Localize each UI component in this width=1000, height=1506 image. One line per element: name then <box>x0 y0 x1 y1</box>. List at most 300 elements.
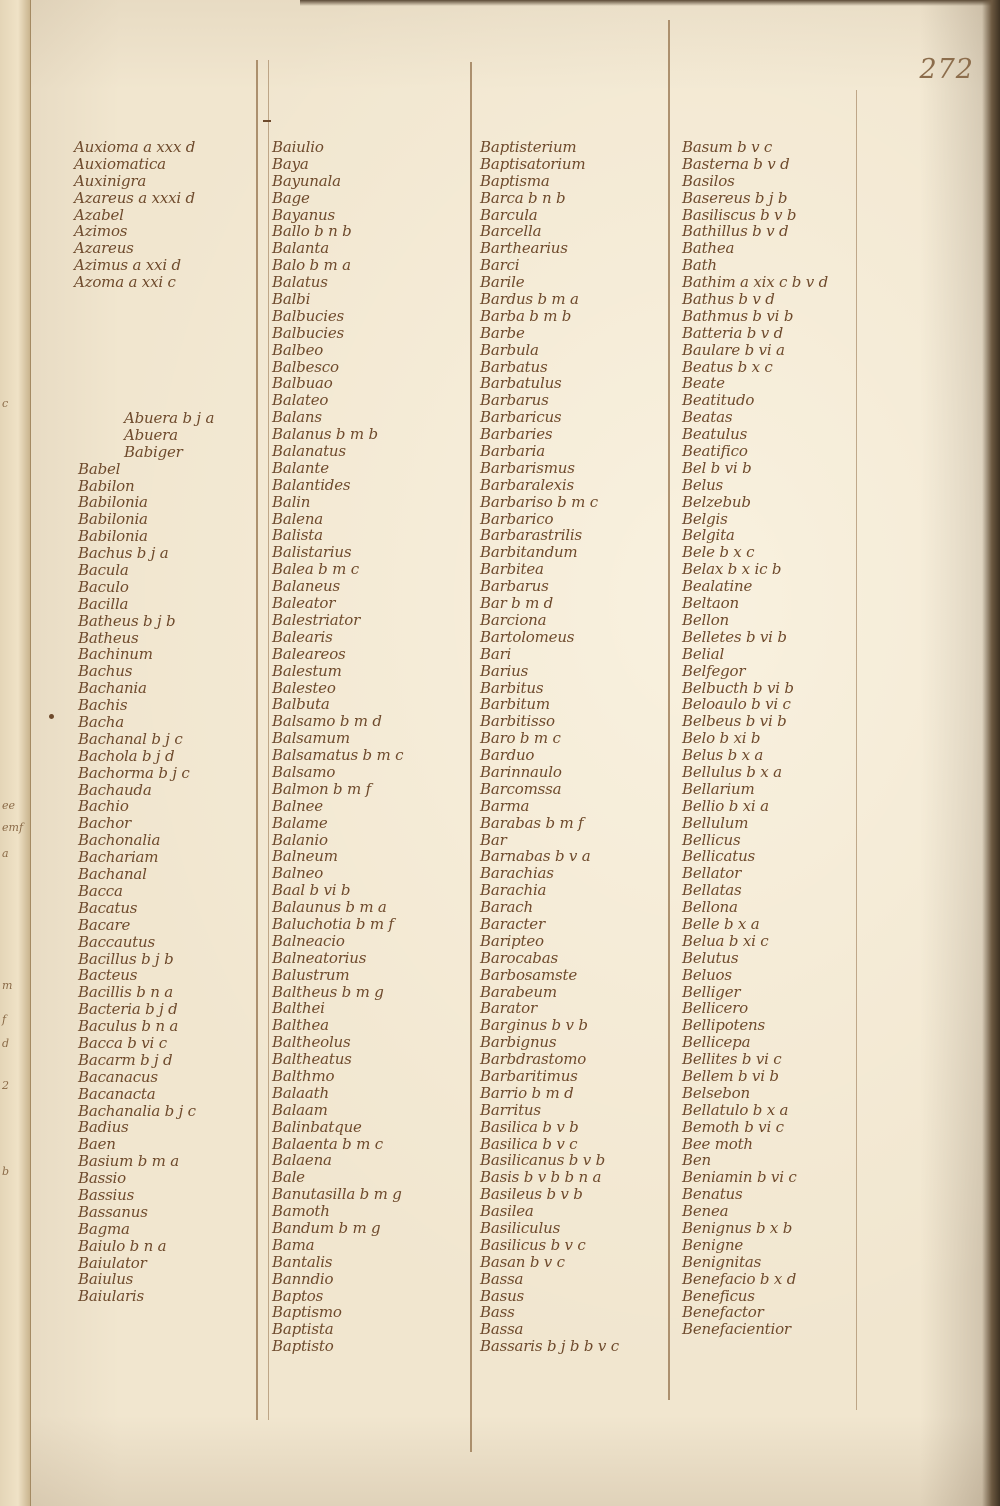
index-entry: Barbatulus <box>480 374 562 393</box>
margin-fragment: m <box>2 979 13 992</box>
index-entry: Belo b xi b <box>682 729 761 748</box>
index-entry: Barduo <box>480 746 535 765</box>
index-entry: Bartolomeus <box>480 627 575 646</box>
index-entry: Auxinigra <box>74 171 147 190</box>
index-entry: Barca b n b <box>480 188 566 207</box>
index-entry: Babilonia <box>78 527 148 546</box>
index-entry: Barcula <box>480 205 538 224</box>
index-entry: Bellio b xi a <box>682 796 769 815</box>
index-entry: Belus <box>682 475 724 494</box>
index-entry: Bachorma b j c <box>78 763 190 782</box>
index-entry: Bale <box>272 1168 305 1187</box>
index-entry: Balbeo <box>272 340 324 359</box>
index-entry: Balneum <box>272 847 338 866</box>
index-entry: Barbignus <box>480 1033 557 1052</box>
index-entry: Barbaralexis <box>480 475 575 494</box>
index-entry: Barma <box>480 796 530 815</box>
index-entry: Balmon b m f <box>272 779 371 798</box>
index-entry: Barci <box>480 256 520 275</box>
index-entry: Belgita <box>682 526 735 545</box>
index-entry: Baculus b n a <box>78 1017 179 1036</box>
index-entry: Balestriator <box>272 610 361 629</box>
index-entry: Azareus <box>74 239 134 258</box>
index-entry: Benignus b x b <box>682 1219 793 1237</box>
index-entry: Balearis <box>272 627 333 646</box>
index-entry: Barachia <box>480 881 547 900</box>
index-entry: Bage <box>272 188 310 207</box>
index-entry: Basilica b v c <box>480 1134 578 1153</box>
index-entry: Belus b x a <box>682 746 764 765</box>
index-entry: Balea b m c <box>272 560 359 579</box>
index-entry: Baculo <box>78 577 129 596</box>
index-entry: Balesteo <box>272 678 336 697</box>
index-entry: Balsamo <box>272 762 336 781</box>
index-entry: Belbucth b vi b <box>682 678 794 697</box>
index-entry: Belax b x ic b <box>682 560 782 579</box>
column-rule <box>470 62 472 1452</box>
index-entry: Bacare <box>78 915 131 934</box>
index-entry: Benefactor <box>682 1303 764 1322</box>
index-entry: Balame <box>272 813 328 832</box>
index-entry: Bellites b vi c <box>682 1050 782 1069</box>
index-entry: Abuera <box>124 425 178 444</box>
index-entry: Bacilla <box>78 594 129 613</box>
index-entry: Baptisatorium <box>480 154 586 173</box>
index-entry: Barbaritimus <box>480 1066 578 1085</box>
index-entry: Basilicanus b v b <box>480 1151 606 1170</box>
index-entry: Bachariam <box>78 848 159 867</box>
margin-fragment: c <box>2 397 9 410</box>
index-entry: Barabas b m f <box>480 813 584 832</box>
index-entry: Barcella <box>480 222 542 241</box>
page-top-shadow <box>300 0 1000 6</box>
index-entry: Basus <box>480 1286 525 1305</box>
index-entry: Balbuao <box>272 374 333 393</box>
index-entry: Belgis <box>682 509 728 528</box>
index-entry: Babel <box>78 459 121 478</box>
index-entry: Bayanus <box>272 205 336 224</box>
index-entry: Bellon <box>682 610 729 629</box>
index-entry: Bemoth b vi c <box>682 1117 784 1136</box>
index-entry: Azoma a xxi c <box>74 273 176 292</box>
index-entry: Baiulo b n a <box>78 1236 167 1255</box>
index-entry: Bachania <box>78 679 147 698</box>
index-entry: Baleareos <box>272 644 346 663</box>
index-entry: Azareus a xxxi d <box>74 188 195 207</box>
index-entry: Baiulus <box>78 1270 134 1289</box>
index-entry: Bacteria b j d <box>78 1000 178 1019</box>
index-entry: Barnabas b v a <box>480 847 591 866</box>
index-entry: Barinnaulo <box>480 762 562 781</box>
index-entry: Belletes b vi b <box>682 627 787 646</box>
index-entry: Balans <box>272 408 322 427</box>
index-entry: Barbosamste <box>480 965 578 984</box>
index-entry: Balbesco <box>272 357 339 376</box>
index-entry: Balsamo b m d <box>272 712 382 731</box>
index-entry: Baptisto <box>272 1337 334 1356</box>
index-entry: Balinbatque <box>272 1117 362 1136</box>
index-entry: Bathea <box>682 239 735 258</box>
index-entry: Bacca b vi c <box>78 1033 167 1052</box>
index-entry: Badius <box>78 1118 129 1137</box>
index-entry: Bacillis b n a <box>78 983 173 1002</box>
index-entry: Balthea <box>272 1016 329 1035</box>
index-entry: Balo b m a <box>272 256 351 275</box>
index-entry: Bassanus <box>78 1202 148 1221</box>
index-entry: Abuera b j a <box>124 409 215 427</box>
index-entry: Basiliscus b v b <box>682 205 797 224</box>
index-entry: Benigne <box>682 1235 744 1254</box>
index-entry: Bachis <box>78 696 128 715</box>
index-entry: Bachus <box>78 662 133 681</box>
index-entry: Basileus b v b <box>480 1185 583 1204</box>
index-entry: Basum b v c <box>682 138 773 156</box>
index-entry: Bachola b j d <box>78 746 175 765</box>
margin-fragment: a <box>2 847 9 860</box>
index-entry: Bathillus b v d <box>682 222 789 241</box>
index-entry: Balaneus <box>272 577 341 596</box>
index-entry: Beloaulo b vi c <box>682 695 791 714</box>
index-entry: Bellicepa <box>682 1033 751 1052</box>
index-entry: Basilica b v b <box>480 1117 579 1136</box>
margin-fragment: d <box>2 1037 10 1050</box>
index-entry: Balsamum <box>272 729 350 748</box>
index-entry: Belutus <box>682 948 739 967</box>
index-entry: Baripteo <box>480 931 544 950</box>
index-entry: Balista <box>272 526 323 545</box>
index-entry: Barbaries <box>480 425 553 444</box>
index-entry: Balin <box>272 492 311 511</box>
index-entry: Barbe <box>480 323 525 342</box>
column-rule <box>668 20 670 1400</box>
index-entry: Barbitum <box>480 695 550 714</box>
index-entry: Barocabas <box>480 948 558 967</box>
index-entry: Beneficus <box>682 1286 755 1305</box>
index-entry: Barcomssa <box>480 779 562 798</box>
index-entry: Barbitisso <box>480 712 555 731</box>
index-entry: Beatas <box>682 408 733 427</box>
index-entry: Baccautus <box>78 932 155 951</box>
index-entry: Benatus <box>682 1185 743 1204</box>
index-entry: Banutasilla b m g <box>272 1185 402 1204</box>
index-entry: Balante <box>272 458 329 477</box>
index-entry: Balbuta <box>272 695 330 714</box>
index-entry: Belua b xi c <box>682 931 769 950</box>
index-entry: Barthearius <box>480 239 568 258</box>
index-entry: Barach <box>480 898 533 917</box>
index-entry: Auxiomatica <box>74 154 166 173</box>
index-entry: Bachio <box>78 797 129 816</box>
index-entry: Benefacio b x d <box>682 1269 797 1288</box>
index-entry: Balbi <box>272 290 311 309</box>
index-entry: Barator <box>480 999 537 1018</box>
index-entry: Barbarico <box>480 509 554 528</box>
index-entry: Bari <box>480 644 512 663</box>
index-entry: Basilos <box>682 171 735 190</box>
index-entry: Bassaris b j b b v c <box>480 1337 619 1356</box>
index-entry: Belliger <box>682 982 741 1001</box>
index-entry: Beatifico <box>682 442 748 461</box>
column-2-list <box>272 139 403 1355</box>
index-entry: Belbeus b vi b <box>682 712 787 731</box>
index-entry: Baluchotia b m f <box>272 914 394 933</box>
index-entry: Balthmo <box>272 1066 335 1085</box>
index-entry: Bellem b vi b <box>682 1066 779 1085</box>
index-entry: Barbatus <box>480 357 548 376</box>
index-entry: Bellulum <box>682 813 749 832</box>
index-entry: Barbitea <box>480 560 544 579</box>
index-entry: Barile <box>480 273 525 292</box>
index-entry: Bacula <box>78 561 129 580</box>
entry-mark <box>49 714 54 719</box>
index-entry: Bar b m d <box>480 594 554 613</box>
index-entry: Balustrum <box>272 965 350 984</box>
margin-fragment: emf <box>2 821 24 834</box>
index-entry: Balanatus <box>272 442 346 461</box>
index-entry: Bath <box>682 256 717 275</box>
index-entry: Baiularis <box>78 1287 145 1306</box>
index-entry: Bacteus <box>78 966 138 985</box>
index-entry: Batheus b j b <box>78 611 176 630</box>
column-rule <box>268 60 269 1420</box>
index-entry: Batteria b v d <box>682 323 783 342</box>
index-entry: Bellatulo b x a <box>682 1100 789 1119</box>
index-entry: Baltheus b m g <box>272 982 384 1001</box>
folio-number: 272 <box>919 54 974 85</box>
index-entry: Barrio b m d <box>480 1083 574 1102</box>
index-entry: Bacarm b j d <box>78 1050 173 1069</box>
index-entry: Barachias <box>480 864 554 883</box>
column-3-list <box>480 139 619 1355</box>
index-entry: Balaath <box>272 1083 329 1102</box>
index-entry: Bass <box>480 1303 515 1322</box>
index-entry: Baptos <box>272 1286 324 1305</box>
index-entry: Bachanalia b j c <box>78 1101 196 1120</box>
index-entry: Beatus b x c <box>682 357 773 376</box>
index-entry: Balanta <box>272 239 329 258</box>
index-entry: Barginus b v b <box>480 1016 588 1035</box>
index-entry: Auxioma a xxx d <box>74 138 196 156</box>
index-entry: Barba b m b <box>480 306 572 325</box>
index-entry: Balanus b m b <box>272 425 378 444</box>
index-entry: Ballo b n b <box>272 222 352 241</box>
index-entry: Bachauda <box>78 780 152 799</box>
index-entry: Baptisterium <box>480 138 577 156</box>
index-entry: Bathus b v d <box>682 290 775 309</box>
index-entry: Balbucies <box>272 306 344 325</box>
index-entry: Basilea <box>480 1202 534 1221</box>
index-entry: Bachanal b j c <box>78 729 183 748</box>
index-entry: Bardus b m a <box>480 290 579 309</box>
index-entry: Baptismo <box>272 1303 342 1322</box>
margin-fragment: ee <box>2 799 16 812</box>
index-entry: Balateo <box>272 391 329 410</box>
index-entry: Baptista <box>272 1320 334 1339</box>
index-entry: Baiulio <box>272 138 324 156</box>
index-entry: Bel b vi b <box>682 458 752 477</box>
index-entry: Bathim a xix c b v d <box>682 273 829 292</box>
index-entry: Azimus a xxi d <box>74 256 181 275</box>
index-entry: Barbula <box>480 340 539 359</box>
index-entry: Barbdrastomo <box>480 1050 587 1069</box>
index-entry: Bamoth <box>272 1202 330 1221</box>
index-entry: Bachus b j a <box>78 544 169 563</box>
index-entry: Bachanal <box>78 865 147 884</box>
index-entry: Belsebon <box>682 1083 750 1102</box>
index-entry: Basiliculus <box>480 1219 561 1237</box>
index-entry: Baltheatus <box>272 1050 352 1069</box>
index-entry: Barritus <box>480 1100 541 1119</box>
index-entry: Barbitus <box>480 678 544 697</box>
index-entry: Beluos <box>682 965 732 984</box>
index-entry: Balaam <box>272 1100 328 1119</box>
index-entry: Beniamin b vi c <box>682 1168 797 1187</box>
index-entry: Baulare b vi a <box>682 340 785 359</box>
index-entry: Baal b vi b <box>272 881 351 900</box>
index-entry: Bellicero <box>682 999 748 1018</box>
index-entry: Azimos <box>74 222 128 241</box>
index-entry: Balbucies <box>272 323 344 342</box>
index-entry: Barbariso b m c <box>480 492 598 511</box>
column-rule <box>256 60 258 1420</box>
index-entry: Basereus b j b <box>682 188 788 207</box>
index-entry: Bantalis <box>272 1252 333 1271</box>
previous-folio-edge <box>0 0 31 1506</box>
index-entry: Beatitudo <box>682 391 755 410</box>
index-entry: Benignitas <box>682 1252 762 1271</box>
index-entry: Bellicus <box>682 830 741 849</box>
index-entry: Bassa <box>480 1320 524 1339</box>
index-entry: Balneacio <box>272 931 345 950</box>
index-entry: Bassius <box>78 1185 135 1204</box>
entry-mark <box>263 120 271 122</box>
index-entry: Barbarus <box>480 577 549 596</box>
index-entry: Bellarium <box>682 779 755 798</box>
index-entry: Balaenta b m c <box>272 1134 383 1153</box>
index-entry: Batheus <box>78 628 139 647</box>
index-entry: Bee moth <box>682 1134 753 1153</box>
index-entry: Benea <box>682 1202 729 1221</box>
index-entry: Bealatine <box>682 577 753 596</box>
index-entry: Balnee <box>272 796 323 815</box>
index-entry: Balthei <box>272 999 325 1018</box>
index-entry: Bachor <box>78 814 132 833</box>
index-entry: Balneo <box>272 864 324 883</box>
index-entry: Bacanacta <box>78 1084 156 1103</box>
index-entry: Bellona <box>682 898 738 917</box>
index-entry: Balaena <box>272 1151 332 1170</box>
index-entry: Beatulus <box>682 425 748 444</box>
index-entry: Barciona <box>480 610 547 629</box>
index-entry: Bacca <box>78 881 123 900</box>
index-entry: Basium b m a <box>78 1152 180 1171</box>
index-entry: Baen <box>78 1135 116 1154</box>
index-entry: Barabeum <box>480 982 557 1001</box>
margin-fragment: b <box>2 1165 10 1178</box>
index-entry: Babilonia <box>78 510 148 529</box>
index-entry: Balestum <box>272 661 342 680</box>
index-entry: Bellatas <box>682 881 742 900</box>
index-entry: Banndio <box>272 1269 334 1288</box>
index-entry: Barbarismus <box>480 458 575 477</box>
index-entry: Balanio <box>272 830 328 849</box>
index-entry: Basterna b v d <box>682 154 790 173</box>
index-entry: Belfegor <box>682 661 746 680</box>
index-entry: Bama <box>272 1235 315 1254</box>
column-1-top-list <box>74 139 195 291</box>
index-entry: Barbaricus <box>480 408 562 427</box>
index-entry: Bandum b m g <box>272 1219 381 1237</box>
index-entry: Bachinum <box>78 645 153 664</box>
index-entry: Bele b x c <box>682 543 755 562</box>
index-entry: Bacanacus <box>78 1067 158 1086</box>
index-entry: Bellator <box>682 864 742 883</box>
index-entry: Baptisma <box>480 171 550 190</box>
index-entry: Bassa <box>480 1269 524 1288</box>
index-entry: Balaunus b m a <box>272 898 387 917</box>
index-entry: Bacatus <box>78 898 138 917</box>
index-entry: Barbitandum <box>480 543 578 562</box>
index-entry: Babilonia <box>78 493 148 512</box>
index-entry: Barbarus <box>480 391 549 410</box>
index-entry: Bachonalia <box>78 831 161 850</box>
index-entry: Barbaria <box>480 442 545 461</box>
index-entry: Baro b m c <box>480 729 561 748</box>
index-entry: Balatus <box>272 273 328 292</box>
index-entry: Bellipotens <box>682 1016 765 1035</box>
index-entry: Bacha <box>78 713 124 732</box>
index-entry: Baiulator <box>78 1253 147 1272</box>
index-entry: Baya <box>272 154 309 173</box>
index-entry: Balistarius <box>272 543 352 562</box>
index-entry: Bayunala <box>272 171 341 190</box>
column-1-bottom-list <box>78 410 214 1305</box>
index-entry: Bar <box>480 830 507 849</box>
index-entry: Babiger <box>124 442 183 461</box>
index-entry: Balsamatus b m c <box>272 746 404 765</box>
index-entry: Azabel <box>74 205 124 224</box>
index-entry: Beate <box>682 374 725 393</box>
index-entry: Balantides <box>272 475 351 494</box>
index-entry: Benefacientior <box>682 1320 791 1339</box>
index-entry: Bassio <box>78 1169 126 1188</box>
index-entry: Baleator <box>272 594 336 613</box>
index-entry: Basilicus b v c <box>480 1235 586 1254</box>
index-entry: Belle b x a <box>682 914 760 933</box>
index-entry: Beltaon <box>682 594 739 613</box>
column-4-list <box>682 139 828 1338</box>
index-entry: Balena <box>272 509 324 528</box>
index-entry: Basan b v c <box>480 1252 565 1271</box>
index-entry: Bathmus b vi b <box>682 306 794 325</box>
index-entry: Barbarastrilis <box>480 526 582 545</box>
margin-fragment: 2 <box>2 1079 9 1092</box>
margin-fragment: f <box>2 1013 7 1026</box>
index-entry: Balneatorius <box>272 948 367 967</box>
index-entry: Barius <box>480 661 529 680</box>
index-entry: Babilon <box>78 476 135 495</box>
index-entry: Ben <box>682 1151 711 1170</box>
index-entry: Baltheolus <box>272 1033 351 1052</box>
column-rule <box>856 90 857 1410</box>
index-entry: Bacillus b j b <box>78 949 174 968</box>
index-entry: Bellulus b x a <box>682 762 782 781</box>
page-right-shadow <box>982 0 1000 1506</box>
index-entry: Bellicatus <box>682 847 756 866</box>
index-entry: Bagma <box>78 1219 130 1238</box>
index-entry: Basis b v b b n a <box>480 1168 602 1187</box>
index-entry: Baracter <box>480 914 545 933</box>
